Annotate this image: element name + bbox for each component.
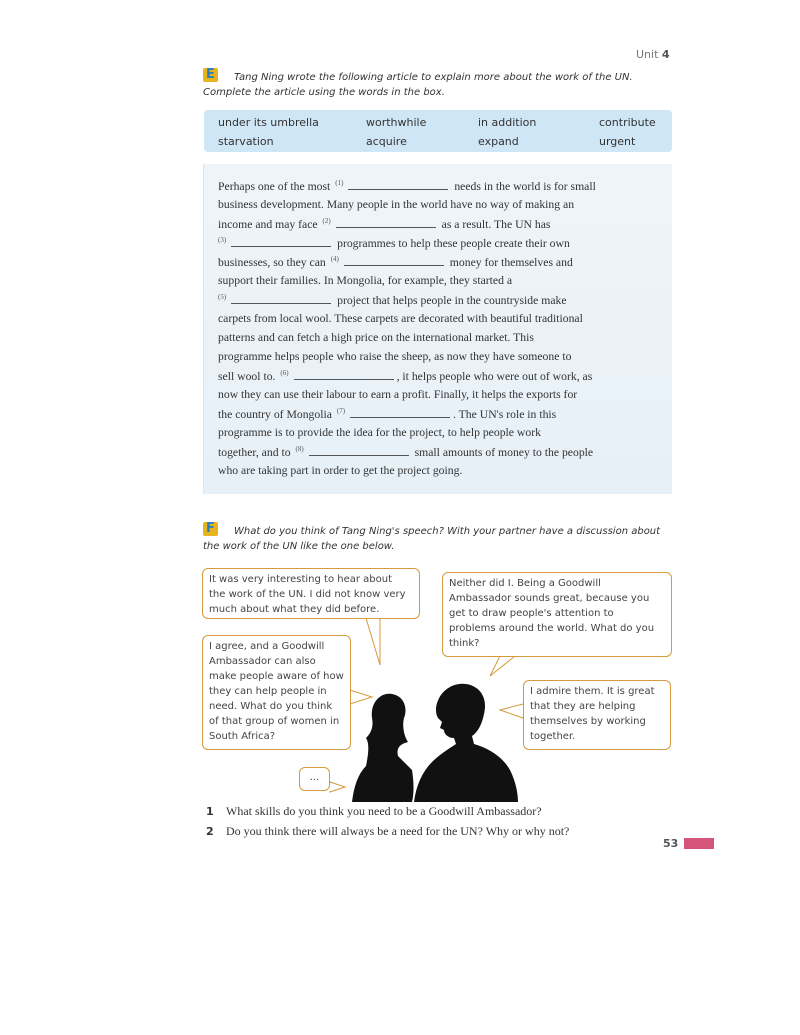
word-box-item: starvation — [218, 135, 274, 148]
speech-bubble-1: It was very interesting to hear about the work of the UN. I did not know very much about what they did before. — [202, 568, 420, 619]
section-f-icon: F — [203, 522, 218, 536]
man-silhouette — [414, 684, 518, 802]
page-accent-bar — [684, 838, 714, 849]
word-box-item: in addition — [478, 116, 537, 129]
article-line: who are taking part in order to get the project going. — [218, 464, 463, 477]
section-e-instruction-line-1: Tang Ning wrote the following article to explain more about the work of the UN. — [234, 72, 633, 83]
speech-bubble-2: Neither did I. Being a Goodwill Ambassador sounds great, because you get to draw people's attention to problems around the world. What do you think? — [442, 572, 672, 657]
article-line: programme is to provide the idea for the project, to help people work — [218, 426, 541, 439]
article-line: $^{(5)}$ project that helps people in the countryside make — [218, 293, 567, 307]
article-line: sell wool to. $^{(6)}$ , it helps people who were out of work, as — [218, 369, 593, 383]
speech-bubble-4: I admire them. It is great that they are helping themselves by working together. — [523, 680, 671, 750]
article-line: income and may face $^{(2)}$ as a result. The UN has — [218, 217, 551, 231]
article-line: $^{(3)}$ programmes to help these people create their own — [218, 236, 570, 250]
word-box-item: expand — [478, 135, 519, 148]
article-line: businesses, so they can $^{(4)}$ money for themselves and — [218, 255, 573, 269]
bubble-tail-5 — [330, 782, 345, 792]
word-box-item: under its umbrella — [218, 116, 319, 129]
word-box-item: urgent — [599, 135, 636, 148]
article-line: business development. Many people in the world have no way of making an — [218, 198, 575, 211]
section-e-instruction-line-2: Complete the article using the words in the box. — [203, 87, 445, 98]
woman-silhouette — [352, 694, 414, 802]
section-f-instruction-line-1: What do you think of Tang Ning's speech? With your partner have a discussion about — [234, 526, 661, 537]
bubble-tail-1 — [366, 618, 380, 665]
article-line: carpets from local wool. These carpets are decorated with beautiful traditional — [218, 312, 583, 325]
speech-bubble-3: I agree, and a Goodwill Ambassador can also make people aware of how they can help people in need. What do you think of that group of women in South Africa? — [202, 635, 351, 750]
section-e-icon: E — [203, 68, 218, 82]
article-line: the country of Mongolia $^{(7)}$ . The UN's role in this — [218, 407, 557, 421]
unit-label: Unit 4 — [636, 48, 670, 61]
silhouettes-illustration — [352, 678, 524, 802]
word-box-item: contribute — [599, 116, 656, 129]
article-line: together, and to $^{(8)}$ small amounts of money to the people — [218, 445, 594, 459]
speech-bubble-5: ... — [299, 767, 330, 791]
article-line: patterns and can fetch a high price on the international market. This — [218, 331, 534, 344]
section-f-instruction-line-2: the work of the UN like the one below. — [203, 541, 395, 552]
article-line: programme helps people who raise the sheep, as now they have someone to — [218, 350, 572, 363]
article-line: support their families. In Mongolia, for example, they started a — [218, 274, 513, 287]
word-box-item: worthwhile — [366, 116, 427, 129]
discussion-question: 1 What skills do you think you need to be a Goodwill Ambassador? — [206, 804, 542, 818]
bubble-tail-2 — [490, 656, 515, 676]
page-number: 53 — [663, 837, 679, 850]
article-line: now they can use their labour to earn a profit. Finally, it helps the exports for — [218, 388, 578, 401]
discussion-question: 2 Do you think there will always be a need for the UN? Why or why not? — [206, 824, 570, 838]
word-box-item: acquire — [366, 135, 407, 148]
article-line: Perhaps one of the most $^{(1)}$ needs in the world is for small — [218, 179, 596, 193]
